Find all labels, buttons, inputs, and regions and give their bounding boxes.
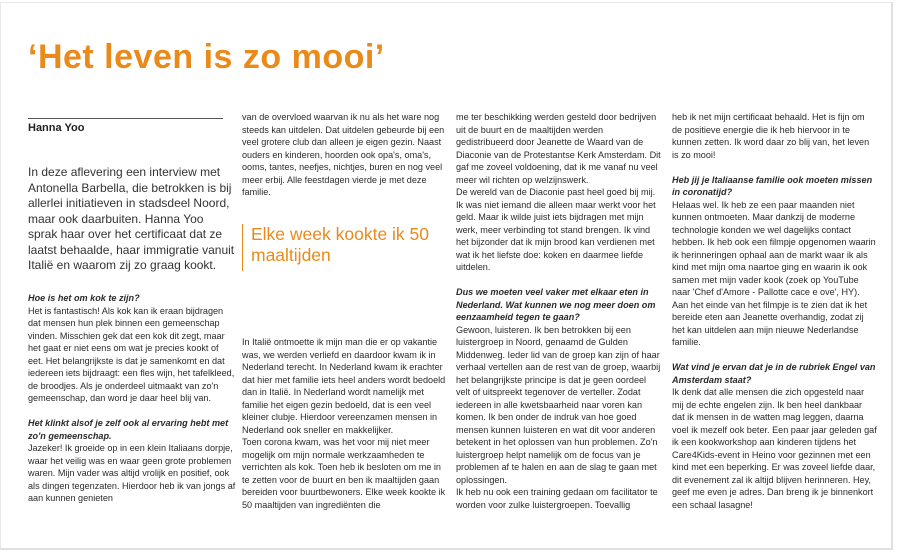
answer-1: Het is fantastisch! Als kok kan ik eraan bijdragen dat mensen hun plek binnen een gemeenschap vinden. Misschien gek dat een kok dit zegt, maar het gaat er niet eens om wat je precies kookt of eet. Het belangrijkste is dat je samenkomt en dat iedereen iets bijdraagt: een fles wijn, het tafelkleed, de broodjes. Als je onderdeel uitmaakt van zo'n gemeenschap, dan word je daar heel blij van. <box>28 305 235 403</box>
author-divider <box>28 118 223 119</box>
column-2-top <box>242 111 447 211</box>
answer-5: Ik denk dat alle mensen die zich opgesteld naar mij de echte engelen zijn. Ik ben heel dankbaar dat ik mensen in de watten mag leggen, daarna voel ik mezelf ook beter. Een paar jaar geleden gaf ik een kookworkshop aan kinderen tijdens het Care4Kids-event in Heino voor gezinnen met een kind met een beperking. Er was zoveel liefde daar, dit evenement zal ik altijd blijven herinneren. Hey, geef me even je adres. Dan breng ik je binnenkort een schaal lasagne! <box>672 387 877 510</box>
paragraph: van de overvloed waarvan ik nu als het ware nog steeds kan uitdelen. Dat uitdelen gebeurde bij een veel grotere club dan alleen je eigen gezin. Naast ouders en kinderen, hoorden ook opa's, oma's, ooms, tantes, neefjes, nichtjes, buren en nog veel meer erbij. Alle feestdagen vierde je met deze familie. <box>242 112 445 197</box>
answer-4: Helaas wel. Ik heb ze een paar maanden niet kunnen ontmoeten. Maar dankzij de moderne technologie konden we wel dagelijks contact hebben. Ik heb ook een filmpje opgenomen waarin ik herinneringen ophaal aan de markt waar ik als kind met mijn oma naartoe ging en waarin ik ook samen met mijn vader kook (zoek op YouTube naar 'Chef d'Amore - Pallotte cace e ove', HY). Aan het einde van het filmpje is te zien dat ik het bereide eten aan Jeanette overhandig, zodat zij het kan uitdelen aan mijn nieuwe Nederlandse familie. <box>672 199 876 347</box>
author-byline: Hanna Yoo <box>28 122 85 134</box>
paragraph: heb ik net mijn certificaat behaald. Het is fijn om de positieve energie die ik heb hiervoor in te kunnen zetten. Ik word daar zo blij van, het leven is zo mooi! <box>672 112 870 160</box>
paragraph: In Italië ontmoette ik mijn man die er op vakantie was, we werden verliefd en daardoor kwam ik in Nederland terecht. In Nederland kwam ik erachter dat hier met familie iets heel anders wordt bedoeld dan in Italië. In Nederland wordt namelijk met familie het eigen gezin bedoeld, dat is een veel kleiner clubje. Hierdoor vereenzamen mensen in Nederland ook sneller en makkelijker. <box>242 337 446 435</box>
question-5: Wat vind je ervan dat je in de rubriek Engel van Amsterdam staat? <box>672 362 876 385</box>
paragraph: De wereld van de Diaconie past heel goed bij mij. Ik was niet iemand die alleen maar werkt voor het geld. Maar ik wilde juist iets bijdragen met mijn werk, meer verbinding tot stand brengen. Ik vind het bijzonder dat ik mijn brood kan verdienen met wat ik het liefste doe: koken en daarmee liefde uitdelen. <box>456 187 656 272</box>
paragraph: Toen corona kwam, was het voor mij niet meer mogelijk om mijn normale werkzaamheden te verrichten als kok. Toen heb ik besloten om me in te zetten voor de buurt en ben ik maaltijden gaan bereiden voor buurtbewoners. Elke week kookte ik 50 maaltijden van ingrediënten die <box>242 437 446 510</box>
question-4: Heb jij je Italiaanse familie ook moeten missen in coronatijd? <box>672 174 873 197</box>
pull-quote: Elke week kookte ik 50 maaltijden <box>242 224 456 271</box>
question-2: Het klinkt alsof je zelf ook al ervaring hebt met zo'n gemeenschap. <box>28 418 229 441</box>
question-1: Hoe is het om kok te zijn? <box>28 293 140 303</box>
question-3: Dus we moeten veel vaker met elkaar eten in Nederland. Wat kunnen we nog meer doen om eenzaamheid tegen te gaan? <box>456 287 656 322</box>
column-4 <box>672 111 877 524</box>
answer-2: Jazeker! Ik groeide op in een klein Italiaans dorpje, waar het veilig was en waar geen grote problemen waren. Mijn vader was altijd vrolijk en positief, ook als dingen tegenzaten. Hierdoor heb ik van jongs af aan kunnen genieten <box>28 443 236 503</box>
column-3 <box>456 111 661 524</box>
column-2-bottom <box>242 336 447 524</box>
paragraph: me ter beschikking werden gesteld door bedrijven uit de buurt en de maaltijden werden gedistribueerd door Jeanette de Waard van de Diaconie van de Protestantse Kerk Amsterdam. Dit gaf me zoveel voldoening, dat ik me vanaf nu veel meer wil richten op welzijnswerk. <box>456 112 661 185</box>
article-title: ‘Het leven is zo mooi’ <box>28 38 385 76</box>
intro-paragraph: In deze aflevering een interview met Antonella Barbella, die betrokken is bij allerlei initiatieven in stadsdeel Noord, maar ook daarbuiten. Hanna Yoo sprak haar over het certificaat dat ze laatst behaalde, haar immigratie vanuit Italië en waarom zij zo graag kookt. <box>28 165 235 272</box>
answer-3: Gewoon, luisteren. Ik ben betrokken bij een luistergroep in Noord, genaamd de Gulden Middenweg. Ieder lid van de groep kan zijn of haar verhaal vertellen aan de rest van de groep, waarbij het belangrijkste principe is dat je geen oordeel velt of uitspreekt tegenover de verteller. Zodat iedereen in alle kwetsbaarheid naar voren kan komen. Ik ben onder de indruk van hoe goed mensen kunnen luisteren en wat dit voor anderen betekent in het oplossen van hun problemen. Zo'n luistergroep helpt namelijk om de focus van je problemen af te halen en aan de slag te gaan met oplossingen. <box>456 324 661 485</box>
answer-3b: Ik heb nu ook een training gedaan om facilitator te worden voor zulke luistergroepen. Toevallig <box>456 487 658 510</box>
column-1 <box>28 292 236 517</box>
